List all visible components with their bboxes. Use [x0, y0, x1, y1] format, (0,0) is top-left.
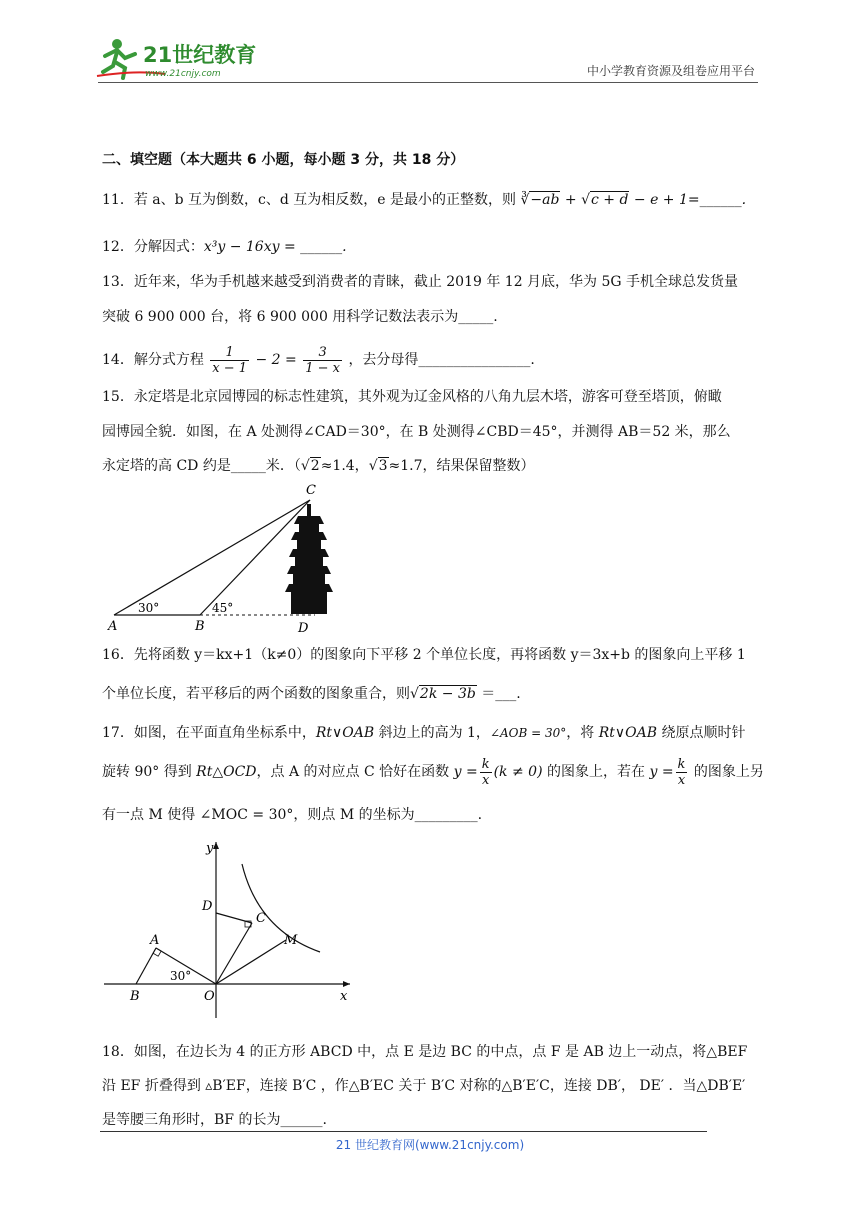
question-15-line-3: 永定塔的高 CD 约是_____米．（√2≈1.4，√3≈1.7，结果保留整数）	[102, 458, 535, 474]
svg-text:B: B	[130, 989, 140, 1004]
svg-text:M: M	[284, 933, 298, 948]
svg-text:x: x	[340, 989, 348, 1004]
question-18-line-2: 沿 EF 折叠得到 ▵B′EF，连接 B′C ，作△B′EC 关于 B′C 对称的△B′E′C，连接 DB′， DE′ ．当△DB′E′	[102, 1078, 746, 1094]
svg-text:C: C	[306, 483, 316, 498]
question-17-line-1: 17．如图，在平面直角坐标系中，Rt∨OAB 斜边上的高为 1，∠AOB = 30°，将 Rt∨OAB 绕原点顺时针	[102, 725, 746, 741]
pagoda-figure	[100, 480, 340, 635]
coordinate-figure	[100, 838, 360, 1028]
svg-text:O: O	[204, 989, 215, 1004]
question-12: 12．分解因式：x³y − 16xy = ______.	[102, 239, 347, 255]
svg-text:21世纪教育: 21世纪教育	[143, 43, 257, 67]
header-divider	[98, 82, 758, 83]
fraction-2: $\frac{3}{1 - x}$	[305, 344, 340, 376]
footer-link[interactable]: 21 世纪教育网(www.21cnjy.com)	[335, 1138, 525, 1152]
svg-text:A: A	[108, 619, 118, 634]
pagoda-icon	[285, 504, 333, 614]
question-16-line-1: 16．先将函数 y＝kx+1（k≠0）的图象向下平移 2 个单位长度，再将函数 y＝3x+b 的图象向上平移 1	[102, 647, 746, 663]
question-14: 14．解分式方程 $\frac{1}{x - 1}$ − 2 = $\frac{3}{1 - x}$ ，去分母得________________.	[102, 344, 535, 376]
section-title: 二、填空题（本大题共 6 小题，每小题 3 分，共 18 分）	[102, 152, 465, 168]
svg-text:30°: 30°	[170, 969, 192, 983]
svg-text:30°: 30°	[138, 601, 160, 615]
question-17-line-3: 有一点 M 使得 ∠MOC = 30°，则点 M 的坐标为_________.	[102, 807, 483, 823]
question-13-line-1: 13．近年来，华为手机越来越受到消费者的青睐，截止 2019 年 12 月底，华为 5G 手机全球总发货量	[102, 274, 739, 290]
question-16-line-2: 个单位长度，若平移后的两个函数的图象重合，则√2k − 3b ＝___.	[102, 686, 521, 702]
question-18-line-3: 是等腰三角形时，BF 的长为______.	[102, 1112, 327, 1128]
footer-divider	[100, 1131, 707, 1132]
question-13-line-2: 突破 6 900 000 台，将 6 900 000 用科学记数法表示为_____.	[102, 309, 498, 325]
svg-text:y: y	[206, 841, 214, 856]
question-15-line-1: 15．永定塔是北京园博园的标志性建筑，其外观为辽金风格的八角九层木塔，游客可登至塔顶，俯瞰	[102, 389, 722, 405]
svg-text:www.21cnjy.com: www.21cnjy.com	[145, 69, 221, 79]
svg-text:D: D	[202, 899, 213, 914]
svg-text:C: C	[256, 911, 266, 926]
runner-logo-icon	[95, 36, 265, 82]
platform-name: 中小学教育资源及组卷应用平台	[586, 64, 755, 78]
question-17-line-2: 旋转 90° 得到 Rt△OCD，点 A 的对应点 C 恰好在函数 y = $\frac{k}{x}$ (k ≠ 0) 的图象上，若在 y = $\frac{k}{x}$ 的图象上另	[102, 756, 764, 788]
site-logo	[95, 36, 265, 82]
svg-text:B: B	[195, 619, 205, 634]
cube-root-sign: ∛	[520, 192, 530, 208]
question-15-line-2: 园博园全貌．如图，在 A 处测得∠CAD＝30°，在 B 处测得∠CBD＝45°，并测得 AB＝52 米，那么	[102, 424, 731, 440]
fraction-1: $\frac{1}{x - 1}$	[212, 344, 248, 376]
question-11: 11．若 a、b 互为倒数，c、d 互为相反数，e 是最小的正整数，则 ∛−ab + √c + d − e + 1=______.	[102, 192, 747, 208]
svg-text:D: D	[298, 621, 309, 635]
svg-text:A: A	[150, 933, 160, 948]
svg-text:45°: 45°	[212, 601, 234, 615]
question-18-line-1: 18．如图，在边长为 4 的正方形 ABCD 中，点 E 是边 BC 的中点，点 F 是 AB 边上一动点，将△BEF	[102, 1044, 748, 1060]
